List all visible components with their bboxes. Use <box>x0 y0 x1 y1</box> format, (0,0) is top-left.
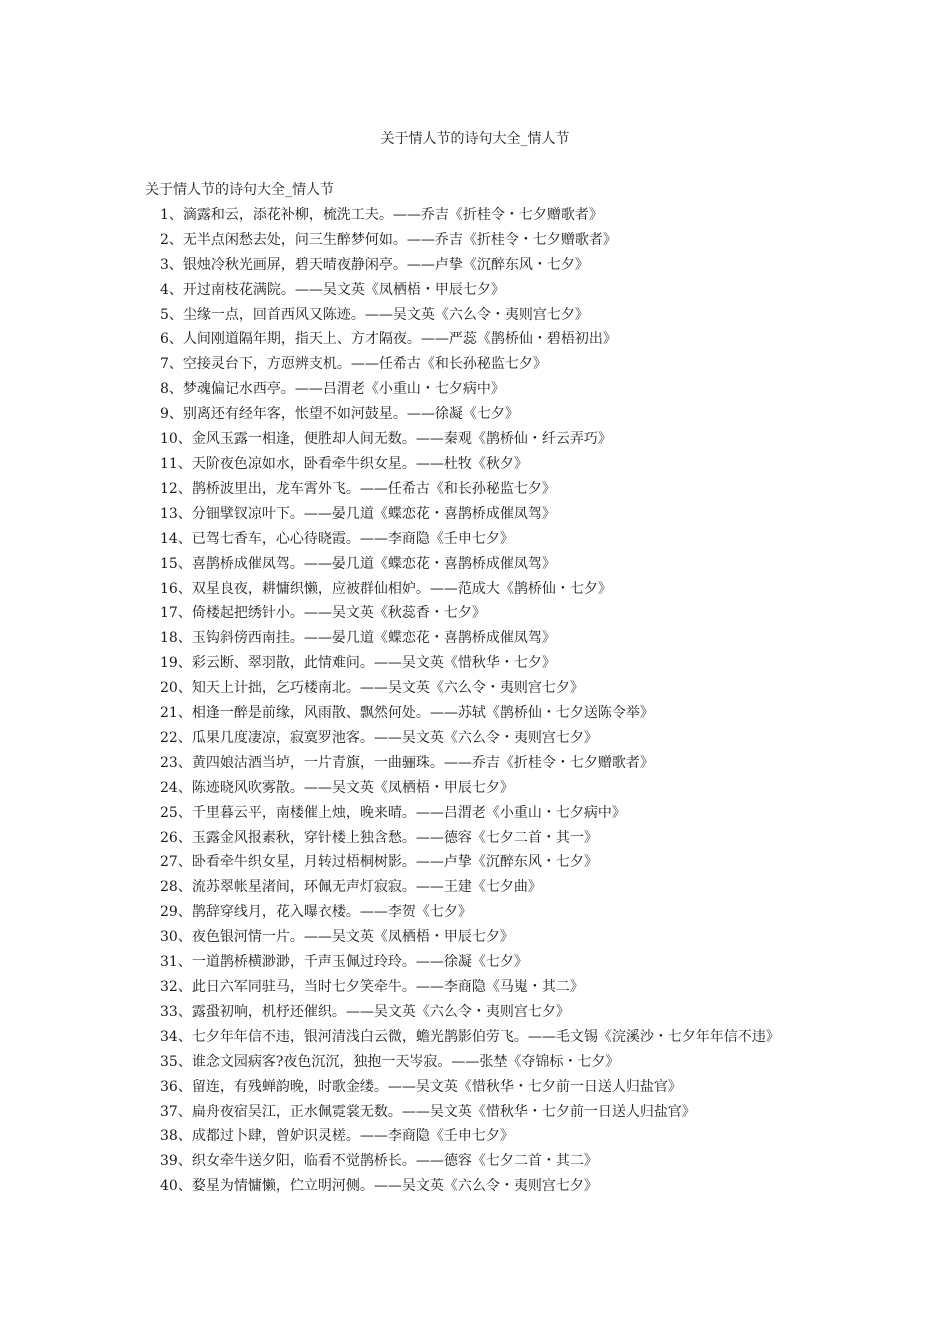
document-body <box>145 178 810 1199</box>
poem-line: 1、滴露和云，添花补柳，梳洗工夫。——乔吉《折桂令・七夕赠歌者》 <box>160 206 603 223</box>
poem-line: 23、黄四娘沽酒当垆，一片青旗，一曲骊珠。——乔吉《折桂令・七夕赠歌者》 <box>160 754 654 771</box>
poem-line: 11、天阶夜色凉如水，卧看牵牛织女星。——杜牧《秋夕》 <box>160 455 528 472</box>
poem-line: 19、彩云断、翠羽散，此情难问。——吴文英《惜秋华・七夕》 <box>160 655 556 672</box>
poem-line: 22、瓜果几度凄凉，寂寞罗池客。——吴文英《六么令・夷则宫七夕》 <box>160 729 598 746</box>
poem-line: 35、谁念文园病客?夜色沉沉，独抱一天岑寂。——张埜《夺锦标・七夕》 <box>160 1053 620 1070</box>
poem-line: 27、卧看牵牛织女星，月转过梧桐树影。——卢挚《沉醉东风・七夕》 <box>160 854 598 871</box>
poem-line: 8、梦魂偏记水西亭。——吕渭老《小重山・七夕病中》 <box>160 381 505 398</box>
poem-line: 31、一道鹊桥横渺渺，千声玉佩过玲玲。——徐凝《七夕》 <box>160 954 528 971</box>
poem-line: 37、扁舟夜宿吴江，正水佩霓裳无数。——吴文英《惜秋华・七夕前一日送人归盐官》 <box>160 1103 696 1120</box>
poem-line: 20、知天上计拙，乞巧楼南北。——吴文英《六么令・夷则宫七夕》 <box>160 680 584 697</box>
poem-line: 38、成都过卜肆，曾妒识灵槎。——李商隐《壬申七夕》 <box>160 1128 514 1145</box>
poem-line: 4、开过南枝花满院。——吴文英《凤栖梧・甲辰七夕》 <box>160 281 505 298</box>
poem-line: 17、倚楼起把绣针小。——吴文英《秋蕊香・七夕》 <box>160 605 486 622</box>
poem-line: 34、七夕年年信不违，银河清浅白云微，蟾光鹊影伯劳飞。——毛文锡《浣溪沙・七夕年年信不违》 <box>160 1028 780 1045</box>
poem-line: 21、相逢一醉是前缘，风雨散、飘然何处。——苏轼《鹊桥仙・七夕送陈令举》 <box>160 705 654 722</box>
poem-line: 39、织女牵牛送夕阳，临看不觉鹊桥长。——德容《七夕二首・其二》 <box>160 1153 598 1170</box>
poem-line: 26、玉露金风报素秋，穿针楼上独含愁。——德容《七夕二首・其一》 <box>160 829 598 846</box>
poem-line: 2、无半点闲愁去处，问三生醉梦何如。——乔吉《折桂令・七夕赠歌者》 <box>160 231 617 248</box>
poem-line: 16、双星良夜，耕慵织懒，应被群仙相妒。——范成大《鹊桥仙・七夕》 <box>160 580 612 597</box>
poem-line: 28、流苏翠帐星渚间，环佩无声灯寂寂。——王建《七夕曲》 <box>160 879 542 896</box>
poem-line: 24、陈迹晓风吹雾散。——吴文英《凤栖梧・甲辰七夕》 <box>160 779 514 796</box>
poem-line: 36、留连，有残蝉韵晚，时歌金缕。——吴文英《惜秋华・七夕前一日送人归盐官》 <box>160 1078 682 1095</box>
poem-line: 6、人间刚道隔年期，指天上、方才隔夜。——严蕊《鹊桥仙・碧梧初出》 <box>160 331 617 348</box>
poem-line: 15、喜鹊桥成催凤驾。——晏几道《蝶恋花・喜鹊桥成催凤驾》 <box>160 555 556 572</box>
poem-line: 7、空接灵台下，方恧辨支机。——任希古《和长孙秘监七夕》 <box>160 356 547 373</box>
poem-line: 9、别离还有经年客，怅望不如河鼓星。——徐凝《七夕》 <box>160 406 519 423</box>
poem-line: 12、鹊桥波里出，龙车霄外飞。——任希古《和长孙秘监七夕》 <box>160 480 556 497</box>
poem-line: 40、婺星为情慵懒，伫立明河侧。——吴文英《六么令・夷则宫七夕》 <box>160 1178 598 1195</box>
poem-line: 18、玉钩斜傍西南挂。——晏几道《蝶恋花・喜鹊桥成催凤驾》 <box>160 630 556 647</box>
document-title: 关于情人节的诗句大全_情人节 <box>380 131 570 147</box>
poem-line: 32、此日六军同驻马，当时七夕笑牵牛。——李商隐《马嵬・其二》 <box>160 979 584 995</box>
poem-line: 13、分钿擘钗凉叶下。——晏几道《蝶恋花・喜鹊桥成催凤驾》 <box>160 505 556 522</box>
poem-line: 14、已驾七香车，心心待晓霞。——李商隐《壬申七夕》 <box>160 530 514 547</box>
poem-line: 5、尘缘一点，回首西风又陈迹。——吴文英《六么令・夷则宫七夕》 <box>160 306 589 323</box>
poem-line: 33、露蛩初响，机杼还催织。——吴文英《六么令・夷则宫七夕》 <box>160 1003 570 1020</box>
document-subtitle: 关于情人节的诗句大全_情人节 <box>145 182 334 198</box>
poem-line: 25、千里暮云平，南楼催上烛，晚来晴。——吕渭老《小重山・七夕病中》 <box>160 804 626 821</box>
poem-line: 30、夜色银河情一片。——吴文英《凤栖梧・甲辰七夕》 <box>160 929 514 946</box>
poem-line: 3、银烛冷秋光画屏，碧天晴夜静闲亭。——卢挚《沉醉东风・七夕》 <box>160 256 589 273</box>
poem-list <box>145 203 810 1199</box>
poem-line: 29、鹊辞穿线月，花入曝衣楼。——李贺《七夕》 <box>160 904 472 921</box>
poem-line: 10、金风玉露一相逢，便胜却人间无数。——秦观《鹊桥仙・纤云弄巧》 <box>160 431 612 448</box>
